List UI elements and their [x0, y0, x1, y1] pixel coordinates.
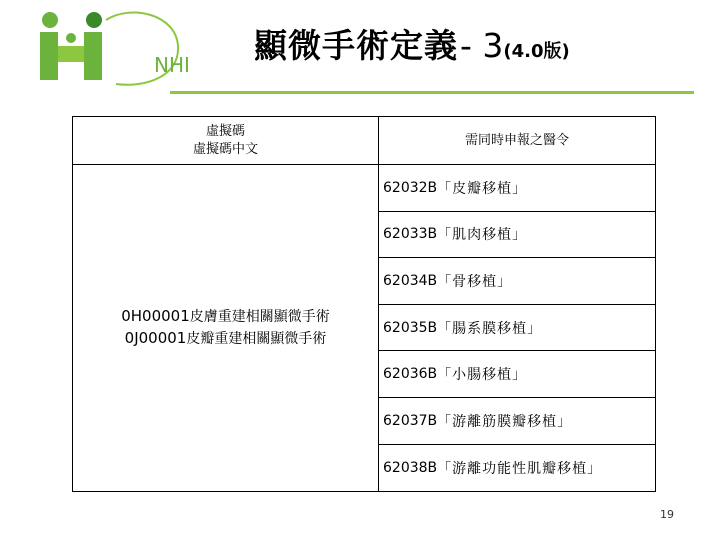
virtual-code: 0J00001 [124, 329, 187, 347]
virtual-code-name: 皮瓣重建相關顯微手術 [186, 331, 327, 347]
virtual-code-item [121, 306, 330, 328]
header-left-line1: 虛擬碼 [205, 124, 245, 139]
title-version-cjk: 版 [543, 41, 562, 62]
order-list [379, 165, 655, 491]
header-left-cell [73, 117, 379, 165]
order-code: 62032B [383, 179, 438, 196]
order-row [379, 305, 655, 352]
title-main: 顯微手術定義 [254, 26, 458, 65]
order-name: 「骨移植」 [437, 273, 513, 290]
order-name: 「肌肉移植」 [437, 227, 528, 244]
title-version-close: ) [561, 41, 570, 62]
order-code: 62036B [383, 366, 438, 383]
order-code: 62038B [383, 459, 438, 476]
order-name: 「游離筋膜瓣移植」 [437, 413, 573, 430]
header-right-cell: 需同時申報之醫令 [379, 117, 655, 165]
page-title [254, 20, 570, 67]
order-name: 「皮瓣移植」 [437, 180, 528, 197]
order-code: 62035B [383, 319, 438, 336]
order-row [379, 212, 655, 259]
order-row [379, 398, 655, 445]
order-code: 62037B [383, 412, 438, 429]
order-code: 62033B [383, 226, 438, 243]
order-code: 62034B [383, 272, 438, 289]
order-row [379, 258, 655, 305]
virtual-code-item [125, 328, 327, 350]
virtual-code-cell [73, 165, 379, 491]
virtual-code: 0H00001 [121, 307, 190, 325]
order-row [379, 165, 655, 212]
title-version-open: (4.0 [503, 41, 544, 62]
virtual-code-name: 皮膚重建相關顯微手術 [189, 309, 330, 325]
order-row [379, 445, 655, 492]
title-underline [170, 91, 694, 94]
order-name: 「小腸移植」 [437, 367, 528, 384]
nhi-logo [36, 6, 190, 88]
title-number: - 3 [460, 26, 504, 65]
header-left-line2: 虛擬碼中文 [192, 142, 258, 157]
order-row [379, 351, 655, 398]
logo-text: NHI [154, 53, 190, 77]
definition-table [72, 116, 656, 492]
order-name: 「游離功能性肌瓣移植」 [437, 460, 603, 477]
order-name: 「腸系膜移植」 [437, 320, 543, 337]
page-number: 19 [660, 508, 674, 521]
